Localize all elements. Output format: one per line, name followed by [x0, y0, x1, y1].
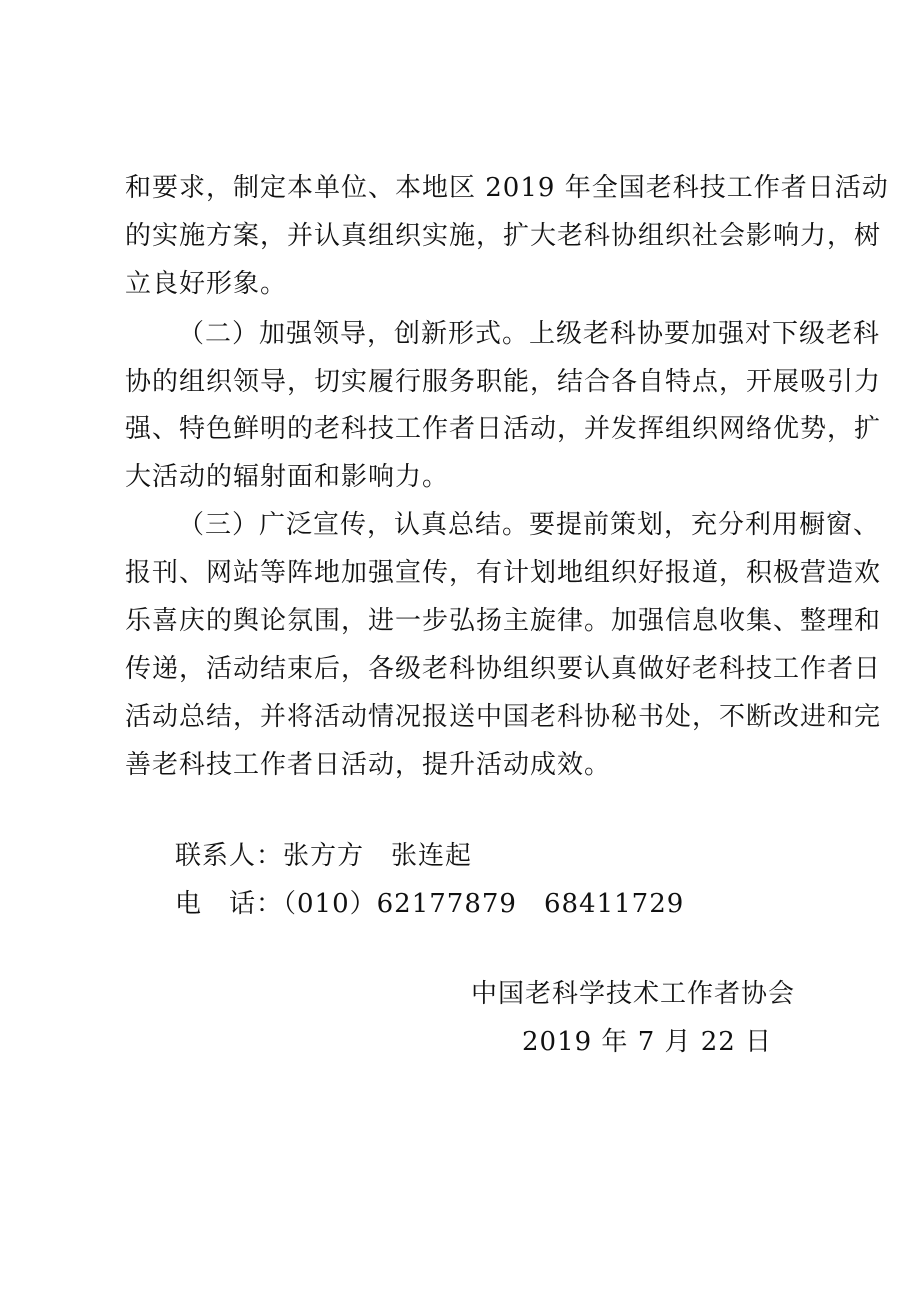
paragraph-2-line-1: （二）加强领导，创新形式。上级老科协要加强对下级老科	[178, 319, 881, 349]
contact-phone: 电 话：（010）62177879 68411729	[175, 889, 685, 919]
paragraph-3-line-1: （三）广泛宣传，认真总结。要提前策划，充分利用橱窗、	[178, 510, 881, 540]
paragraph-3-line-5: 活动总结，并将活动情况报送中国老科协秘书处，不断改进和完	[125, 702, 882, 732]
signature-organization: 中国老科学技术工作者协会	[471, 979, 796, 1009]
paragraph-3-line-3: 乐喜庆的舆论氛围，进一步弘扬主旋律。加强信息收集、整理和	[125, 606, 882, 636]
paragraph-3-line-4: 传递，活动结束后，各级老科协组织要认真做好老科技工作者日	[125, 654, 882, 684]
signature-date: 2019 年 7 月 22 日	[522, 1027, 773, 1057]
paragraph-1-line-2: 的实施方案，并认真组织实施，扩大老科协组织社会影响力，树	[125, 221, 882, 251]
paragraph-2-line-3: 强、特色鲜明的老科技工作者日活动，并发挥组织网络优势，扩	[125, 414, 882, 444]
paragraph-2-line-4: 大活动的辐射面和影响力。	[125, 462, 450, 492]
paragraph-1-line-1: 和要求，制定本单位、本地区 2019 年全国老科技工作者日活动	[125, 173, 889, 203]
paragraph-2-line-2: 协的组织领导，切实履行服务职能，结合各自特点，开展吸引力	[125, 367, 882, 397]
contact-people: 联系人：张方方 张连起	[175, 841, 473, 871]
paragraph-1-line-3: 立良好形象。	[125, 269, 288, 299]
paragraph-3-line-6: 善老科技工作者日活动，提升活动成效。	[125, 750, 612, 780]
paragraph-3-line-2: 报刊、网站等阵地加强宣传，有计划地组织好报道，积极营造欢	[125, 558, 882, 588]
